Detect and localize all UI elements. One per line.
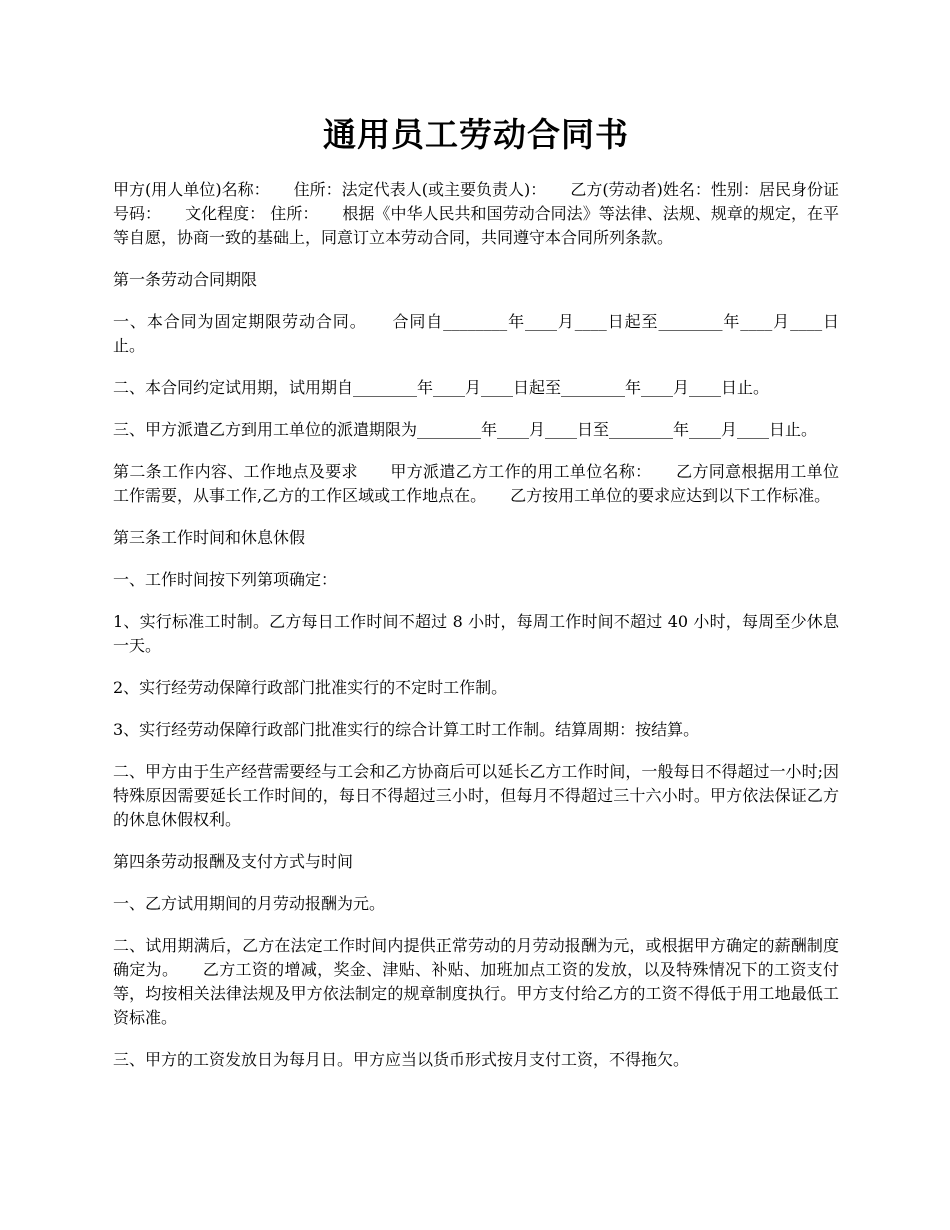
article-1-heading: 第一条劳动合同期限 (113, 270, 258, 289)
article-3-item-2: 2、实行经劳动保障行政部门批准实行的不定时工作制。 (113, 678, 508, 697)
article-3-item-1: 1、实行标准工时制。乙方每日工作时间不超过 8 小时，每周工作时间不超过 40 小时，每周至少休息一天。 (113, 612, 839, 655)
document-title: 通用员工劳动合同书 (323, 115, 629, 154)
article-1-clause-2: 二、本合同约定试用期，试用期自________年____月____日起至________年____月____日止。 (113, 378, 770, 397)
document-page (113, 112, 839, 1090)
article-4-clause-2: 二、试用期满后，乙方在法定工作时间内提供正常劳动的月劳动报酬为元，或根据甲方确定的薪酬制度确定为。 乙方工资的增减，奖金、津贴、补贴、加班加点工资的发放，以及特殊情况下的工资支付等，均按相关法律法规及甲方依法制定的规章制度执行。甲方支付给乙方的工资不得低于用工地最低工资标准。 (113, 936, 839, 1027)
article-3-clause-2: 二、甲方由于生产经营需要经与工会和乙方协商后可以延长乙方工作时间，一般每日不得超过一小时;因特殊原因需要延长工作时间的，每日不得超过三小时，但每月不得超过三十六小时。甲方依法保证乙方的休息休假权利。 (113, 762, 839, 829)
article-1-clause-1: 一、本合同为固定期限劳动合同。 合同自________年____月____日起至________年____月____日止。 (113, 312, 839, 355)
article-3-clause-1: 一、工作时间按下列第项确定： (113, 570, 338, 589)
article-2-paragraph: 第二条工作内容、工作地点及要求 甲方派遣乙方工作的用工单位名称： 乙方同意根据用工单位工作需要，从事工作,乙方的工作区域或工作地点在。 乙方按用工单位的要求应达到以下工作标准。 (113, 462, 839, 505)
article-1-clause-3: 三、甲方派遣乙方到用工单位的派遣期限为________年____月____日至________年____月____日止。 (113, 420, 818, 439)
article-3-heading: 第三条工作时间和休息休假 (113, 528, 306, 547)
article-4-clause-3: 三、甲方的工资发放日为每月日。甲方应当以货币形式按月支付工资，不得拖欠。 (113, 1050, 690, 1069)
article-4-clause-1: 一、乙方试用期间的月劳动报酬为元。 (113, 894, 386, 913)
article-4-heading: 第四条劳动报酬及支付方式与时间 (113, 852, 354, 871)
intro-paragraph: 甲方(用人单位)名称： 住所：法定代表人(或主要负责人)： 乙方(劳动者)姓名：性别：居民身份证号码： 文化程度： 住所： 根据《中华人民共和国劳动合同法》等法律、法规、规章的规定，在平等自愿，协商一致的基础上，同意订立本劳动合同，共同遵守本合同所列条款。 (113, 180, 839, 247)
article-3-item-3: 3、实行经劳动保障行政部门批准实行的综合计算工时工作制。结算周期：按结算。 (113, 720, 700, 739)
